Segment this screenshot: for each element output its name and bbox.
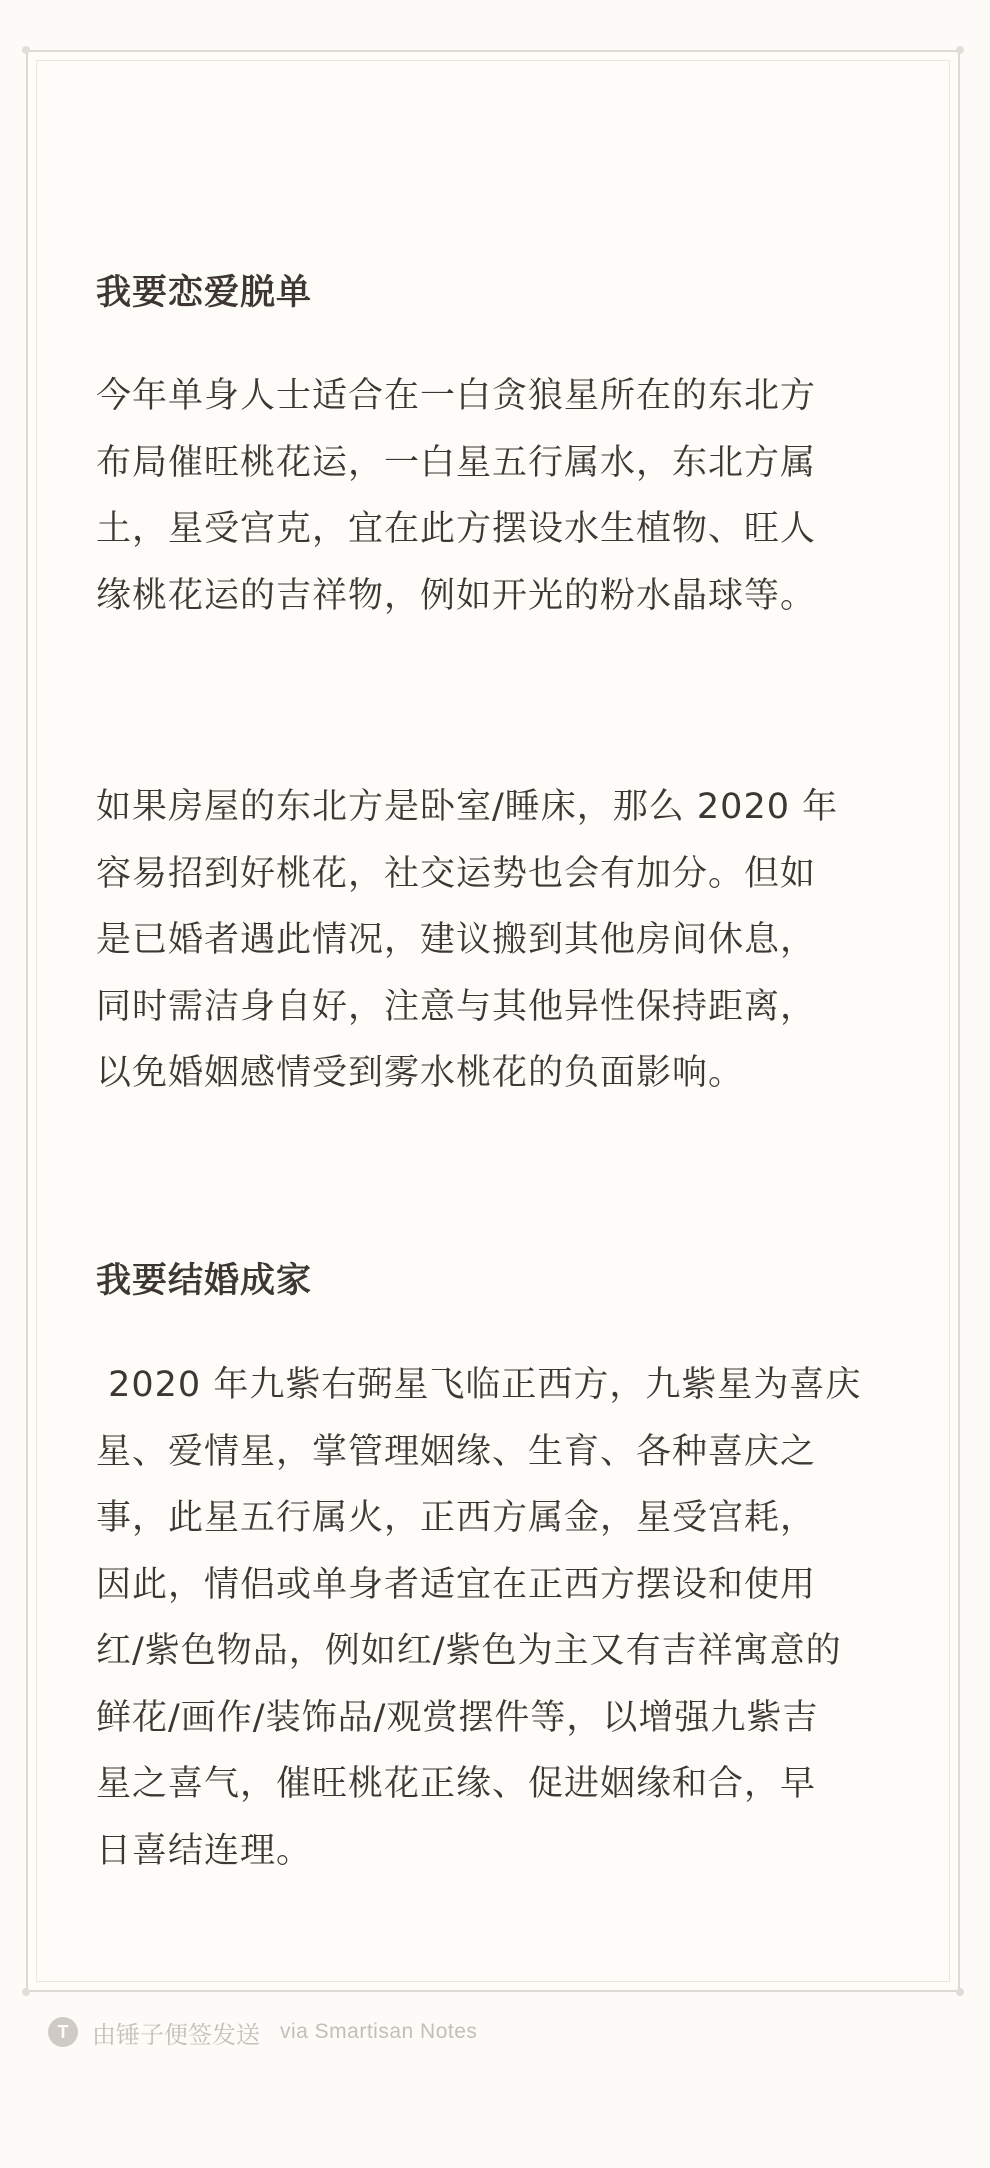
corner-dot: [22, 46, 30, 54]
paragraph-line: 星、爱情星，掌管理姻缘、生育、各种喜庆之: [96, 1431, 817, 1472]
smartisan-logo-icon: T: [48, 2017, 78, 2047]
paragraph-line: 日喜结连理。: [96, 1830, 313, 1871]
section-heading: 我要结婚成家: [96, 1261, 313, 1301]
sent-via-label: 由锤子便签发送: [92, 2020, 260, 2049]
paragraph-line: 是已婚者遇此情况，建议搬到其他房间休息，: [96, 920, 817, 960]
paragraph-line: 鲜花/画作/装饰品/观赏摆件等，以增强九紫吉: [96, 1697, 819, 1738]
footer-attribution: [48, 2014, 477, 2050]
corner-dot: [956, 46, 964, 54]
section-1: [96, 260, 896, 326]
corner-dot: [956, 1988, 964, 1996]
paragraph-line: 如果房屋的东北方是卧室/睡床，那么 2020 年: [96, 787, 839, 827]
section-3: [96, 1248, 896, 1314]
sent-via-english-label: via Smartisan Notes: [280, 2020, 478, 2043]
paragraph-line: 布局催旺桃花运，一白星五行属水，东北方属: [96, 442, 817, 483]
section-3-body: [96, 1352, 896, 1884]
section-1-body: [96, 363, 896, 629]
paragraph-line: 因此，情侣或单身者适宜在正西方摆设和使用: [96, 1564, 817, 1605]
paragraph-line: 今年单身人士适合在一白贪狼星所在的东北方: [96, 376, 817, 416]
paragraph-line: 同时需洁身自好，注意与其他异性保持距离，: [96, 986, 817, 1027]
paragraph-line: 2020 年九紫右弼星飞临正西方，九紫星为喜庆: [96, 1365, 862, 1405]
section-2-body: [96, 774, 896, 1107]
corner-dot: [22, 1988, 30, 1996]
paragraph-line: 缘桃花运的吉祥物，例如开光的粉水晶球等。: [96, 575, 817, 616]
paragraph-line: 事，此星五行属火，正西方属金，星受宫耗，: [96, 1498, 817, 1538]
paragraph-line: 星之喜气，催旺桃花正缘、促进姻缘和合，早: [96, 1764, 817, 1804]
paragraph-line: 以免婚姻感情受到雾水桃花的负面影响。: [96, 1053, 745, 1093]
paragraph-line: 红/紫色物品，例如红/紫色为主又有吉祥寓意的: [96, 1631, 842, 1671]
paragraph-line: 土，星受宫克，宜在此方摆设水生植物、旺人: [96, 509, 817, 549]
section-heading: 我要恋爱脱单: [96, 273, 313, 313]
paragraph-line: 容易招到好桃花，社交运势也会有加分。但如: [96, 853, 817, 894]
